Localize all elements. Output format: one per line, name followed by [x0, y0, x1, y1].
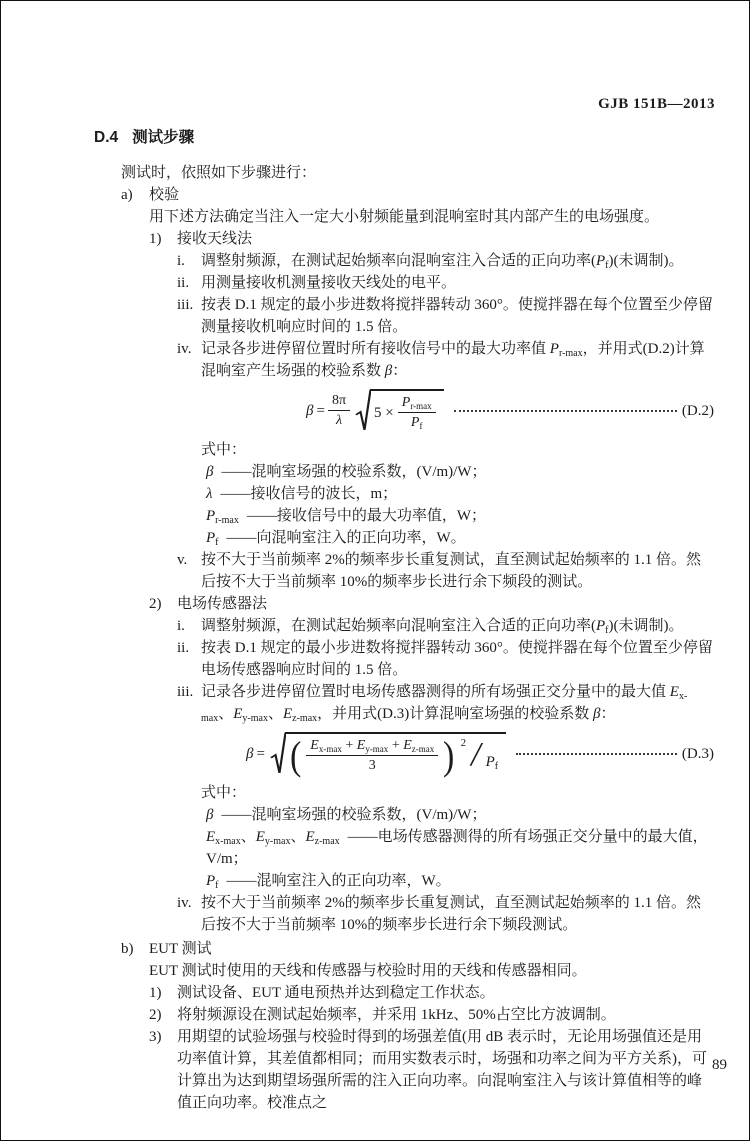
- b-item-3-text: 用期望的试验场强与校验时得到的场强差值(用 dB 表示时，无论用场强值还是用功率值计算，其差值都相同；而用实数表示时，场强和功率之间为平方关系)，可计算出为达到期望场强所需的注入正向功率。向混响室注入与该计算值相等的峰值正向功率。校准点之: [177, 1029, 707, 1111]
- variable-Eymax: $E_{y-max}$: [255, 829, 291, 847]
- m2-item-ii-text: 按表 D.1 规定的最小步进数将搅拌器转动 360°。使搅拌器在每个位置至少停留电场传感器响应时间的 1.5 倍。: [201, 640, 713, 678]
- list-item-a: [121, 184, 714, 206]
- fraction-e-sum: $\frac{E_{x-max} + E_{y-max} + E_{z-max}}{3}$: [306, 737, 438, 774]
- page-content: [94, 127, 714, 1114]
- m2-item-iv-marker: iv.: [177, 895, 192, 911]
- intro-paragraph: 测试时，依照如下步骤进行：: [121, 165, 317, 181]
- square-root: [270, 732, 506, 778]
- formula-d3-body: [246, 732, 506, 778]
- method-1-label: 1): [149, 231, 162, 247]
- where-row-prmax: $P_{r-max}$ ——接收信号中的最大功率值，W；: [206, 508, 487, 526]
- section-heading: [94, 127, 714, 149]
- formula-d2-body: [306, 389, 444, 432]
- m2-item-iii-marker: iii.: [177, 684, 194, 700]
- m1-item-i: [177, 250, 714, 272]
- separator: 、: [218, 706, 234, 722]
- item-b-title: EUT 测试: [149, 941, 212, 957]
- equals-sign: =: [316, 402, 325, 419]
- method-2-title: 电场传感器法: [177, 596, 268, 612]
- where-list-d3: [201, 782, 714, 892]
- text-run: 调整射频源，在测试起始频率向混响室注入合适的正向功率(: [201, 618, 596, 634]
- text-run: 调整射频源，在测试起始频率向混响室注入合适的正向功率(: [201, 253, 596, 269]
- m2-item-iii-text: [201, 681, 714, 725]
- variable-Exmax: $E_{x-max}$: [201, 684, 688, 724]
- method-2-label: 2): [149, 596, 162, 612]
- variable-Pf: $P_f$: [596, 618, 609, 636]
- unit-vm: V/m；: [206, 851, 248, 867]
- where-label: 式中：: [201, 442, 247, 458]
- m2-item-ii-marker: ii.: [177, 640, 190, 656]
- variable-Eymax: $E_{y-max}$: [233, 706, 268, 724]
- m1-item-i-marker: i.: [177, 253, 185, 269]
- exponent-2: 2: [460, 737, 467, 749]
- fraction-8pi-lambda: $\frac{8\pi}{\lambda}$: [328, 392, 350, 429]
- formula-d3: [201, 732, 714, 778]
- m2-item-i-marker: i.: [177, 618, 185, 634]
- list-item-b: [121, 938, 714, 960]
- coefficient: 5 ×: [374, 404, 394, 421]
- variable-Ezmax: $E_{z-max}$: [305, 829, 340, 847]
- b-item-1: [149, 982, 714, 1004]
- m2-item-iv-text: 按不大于当前频率 2%的频率步长重复测试，直至测试起始频率的 1.1 倍。然后按不大于当前频率 10%的频率步长进行余下频段测试。: [201, 895, 701, 933]
- section-number: D.4: [94, 129, 119, 146]
- close-paren: ): [443, 732, 455, 778]
- section-title: 测试步骤: [132, 129, 195, 146]
- text-run: ：: [392, 363, 408, 379]
- variable-Ezmax: $E_{z-max}$: [282, 706, 318, 724]
- where-row-lambda: λ ——接收信号的波长，m；: [206, 486, 398, 502]
- m1-item-v: [177, 549, 714, 593]
- where-row-beta: β ——混响室场强的校验系数，(V/m)/W；: [206, 807, 487, 823]
- b-item-2-text: 将射频源设在测试起始频率，并采用 1kHz、50%占空比方波调制。: [177, 1007, 616, 1023]
- variable-beta: β: [306, 402, 314, 419]
- m1-item-iv-marker: iv.: [177, 341, 192, 357]
- division-slash: /: [471, 736, 481, 774]
- m1-item-iii-text: 按表 D.1 规定的最小步进数将搅拌器转动 360°。使搅拌器在每个位置至少停留测量接收机响应时间的 1.5 倍。: [201, 297, 713, 335]
- m1-item-iii: [177, 294, 714, 338]
- item-a-desc: 用下述方法确定当注入一定大小射频能量到混响室时其内部产生的电场强度。: [149, 209, 660, 225]
- method-1-heading: [149, 228, 714, 250]
- separator: 、: [267, 706, 283, 722]
- text-run: )(未调制)。: [608, 618, 684, 634]
- text-run: ，并用式(D.2)计算混响室产生场强的校验系数: [201, 341, 705, 379]
- variable-Exmax: $E_{x-max}$: [206, 829, 241, 847]
- square-root: [355, 389, 444, 432]
- m1-item-ii-marker: ii.: [177, 275, 190, 291]
- variable-Pf: $P_f$: [596, 253, 609, 271]
- variable-beta: β: [592, 706, 601, 722]
- b-item-3-marker: 3): [149, 1029, 162, 1045]
- dotted-leader: [516, 753, 677, 755]
- equals-sign: =: [256, 745, 265, 762]
- variable-Prmax: $P_{r-max}$: [549, 341, 583, 359]
- where-list-d2: [201, 439, 714, 549]
- equation-number-d2: (D.2): [681, 402, 714, 419]
- radical-sign-icon: [355, 389, 371, 432]
- radicand: [370, 389, 444, 432]
- b-item-1-marker: 1): [149, 985, 162, 1001]
- m2-item-i: [177, 615, 714, 637]
- b-item-1-text: 测试设备、EUT 通电预热并达到稳定工作状态。: [177, 985, 495, 1001]
- m1-item-iii-marker: iii.: [177, 297, 194, 313]
- item-b-desc: EUT 测试时使用的天线和传感器与校验时用的天线和传感器相同。: [149, 963, 587, 979]
- text-run: 记录各步进停留位置时所有接收信号中的最大功率值: [201, 341, 550, 357]
- text-run: ：: [600, 706, 616, 722]
- item-b-label: b): [121, 941, 134, 957]
- m1-item-ii: [177, 272, 714, 294]
- b-item-3: [149, 1026, 714, 1114]
- radicand: [285, 732, 506, 778]
- m1-item-v-text: 按不大于当前频率 2%的频率步长重复测试，直至测试起始频率的 1.1 倍。然后按不大于当前频率 10%的频率步长进行余下频段的测试。: [201, 552, 701, 590]
- b-item-2-marker: 2): [149, 1007, 162, 1023]
- m1-item-iv-text: [201, 338, 714, 382]
- radical-sign-icon: [270, 732, 286, 775]
- item-a-title: 校验: [149, 187, 180, 203]
- m2-item-i-text: [201, 615, 714, 637]
- method-1-title: 接收天线法: [177, 231, 253, 247]
- item-a-label: a): [121, 187, 133, 203]
- m1-item-ii-text: 用测量接收机测量接收天线处的电平。: [201, 275, 457, 291]
- where-row-pf: $P_f$ ——混响室注入的正向功率，W。: [206, 873, 451, 891]
- variable-beta: β: [246, 745, 254, 762]
- page-number: 89: [712, 1057, 727, 1073]
- text-run: )(未调制)。: [608, 253, 684, 269]
- m1-item-iv: [177, 338, 714, 382]
- method-2: [149, 593, 714, 936]
- method-2-heading: [149, 593, 714, 615]
- method-1: [149, 228, 714, 593]
- dotted-leader: [454, 410, 677, 412]
- text-run: 记录各步进停留位置时电场传感器测得的所有场强正交分量中的最大值: [201, 684, 670, 700]
- where-row-pf: $P_f$ ——向混响室注入的正向功率，W。: [206, 530, 466, 548]
- open-paren: (: [289, 732, 302, 778]
- where-label: 式中：: [201, 785, 247, 801]
- m1-item-v-marker: v.: [177, 552, 188, 568]
- variable-Pf: $P_f$: [485, 754, 499, 772]
- fraction-prmax-pf: $\frac{P_{r-max}}{P_f}$: [398, 394, 436, 431]
- standard-number: GJB 151B—2013: [598, 96, 715, 112]
- m2-item-iv: [177, 892, 714, 936]
- item-b-list: [149, 982, 714, 1114]
- variable-beta: β: [384, 363, 393, 379]
- where-row-e: $E_{x-max}$、$E_{y-max}$、$E_{z-max}$ ——电场传感器测得的所有场强正交分量中的最大值， V/m；: [206, 826, 714, 870]
- equation-number-d3: (D.3): [681, 745, 714, 762]
- formula-d2: [201, 389, 714, 432]
- m1-item-i-text: [201, 250, 714, 272]
- m2-item-ii: [177, 637, 714, 681]
- b-item-2: [149, 1004, 714, 1026]
- where-row-beta: β ——混响室场强的校验系数，(V/m)/W；: [206, 464, 487, 480]
- m2-item-iii: [177, 681, 714, 725]
- text-run: ，并用式(D.3)计算混响室场强的校验系数: [317, 706, 593, 722]
